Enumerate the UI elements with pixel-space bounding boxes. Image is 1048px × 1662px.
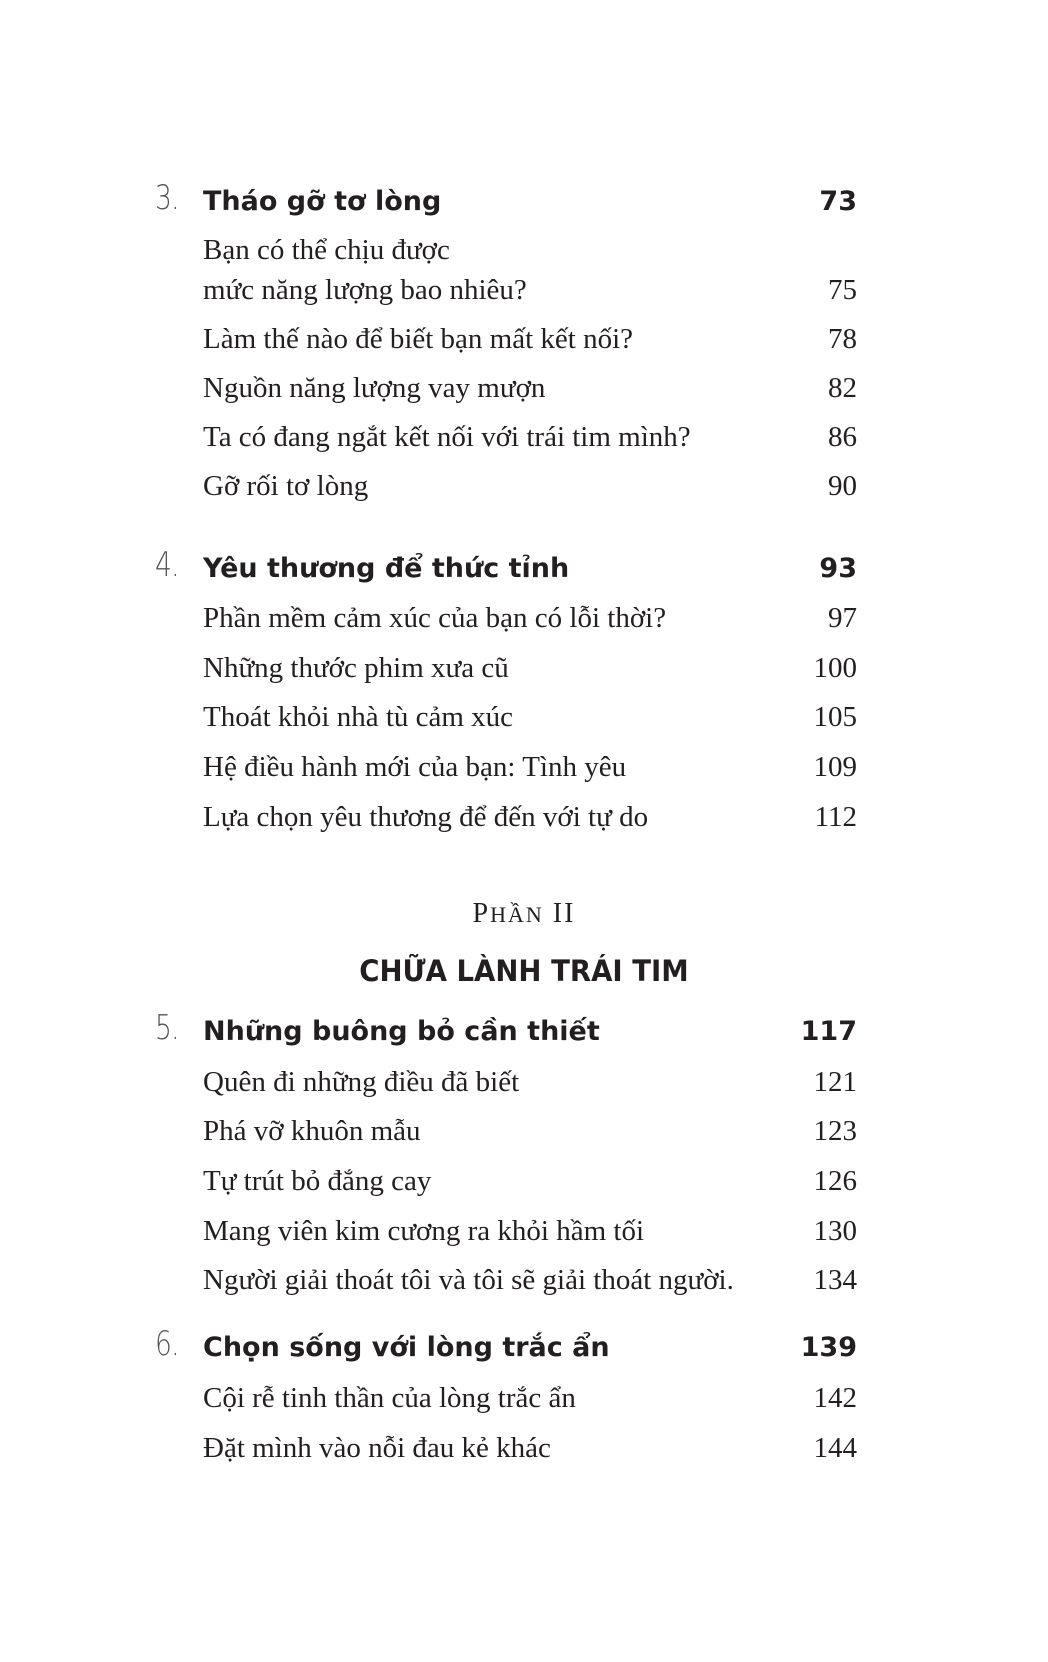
toc-entry[interactable] [203, 421, 857, 454]
toc-entry[interactable] [203, 372, 857, 405]
entry-title: Gỡ rối tơ lòng [203, 470, 369, 502]
page-number: 105 [813, 701, 857, 733]
toc-entry[interactable] [203, 470, 857, 503]
chapter-title: Yêu thương để thức tỉnh [203, 553, 570, 584]
page-number: 112 [814, 801, 857, 833]
page-number: 109 [813, 751, 857, 783]
page-number: 142 [813, 1382, 857, 1414]
part-title: CHỮA LÀNH TRÁI TIM [359, 954, 689, 988]
page-number: 134 [813, 1264, 857, 1296]
chapter-entry[interactable] [203, 1016, 857, 1047]
page-number: 93 [819, 553, 857, 584]
page-number: 100 [813, 652, 857, 684]
entry-title: Cội rễ tinh thần của lòng trắc ẩn [203, 1382, 576, 1414]
chapter-entry[interactable] [203, 1332, 857, 1363]
page-number: 126 [813, 1165, 857, 1197]
toc-entry[interactable] [203, 274, 857, 307]
toc-entry[interactable] [203, 1066, 857, 1099]
entry-title-line1: Bạn có thể chịu được [203, 234, 450, 266]
toc-entry[interactable] [203, 1215, 857, 1248]
page-number: 121 [813, 1066, 857, 1098]
toc-entry[interactable] [203, 801, 857, 834]
chapter-number: 6. [155, 1324, 179, 1364]
entry-title: Thoát khỏi nhà tù cảm xúc [203, 701, 514, 733]
toc-entry[interactable] [203, 602, 857, 635]
entry-title: Phá vỡ khuôn mẫu [203, 1115, 421, 1147]
toc-entry[interactable] [203, 323, 857, 356]
page-number: 123 [813, 1115, 857, 1147]
chapter-title: Chọn sống với lòng trắc ẩn [203, 1332, 610, 1363]
toc-entry[interactable] [203, 1264, 857, 1297]
toc-entry[interactable] [203, 1165, 857, 1198]
chapter-number: 4. [155, 545, 179, 585]
page-number: 139 [800, 1332, 857, 1363]
page-number: 86 [828, 421, 857, 453]
entry-title: Lựa chọn yêu thương để đến với tự do [203, 801, 649, 833]
page-number: 90 [828, 470, 857, 502]
entry-title: Ta có đang ngắt kết nối với trái tim mình? [203, 421, 691, 453]
chapter-title: Những buông bỏ cần thiết [203, 1016, 600, 1047]
page-number: 144 [813, 1432, 857, 1464]
chapter-entry[interactable] [203, 553, 857, 584]
entry-title: Hệ điều hành mới của bạn: Tình yêu [203, 751, 627, 783]
page-number: 73 [819, 186, 857, 217]
chapter-title: Tháo gỡ tơ lòng [203, 186, 442, 217]
chapter-number: 3. [155, 178, 179, 218]
entry-title: Quên đi những điều đã biết [203, 1066, 520, 1098]
page-number: 97 [828, 602, 857, 634]
entry-title: Đặt mình vào nỗi đau kẻ khác [203, 1432, 551, 1464]
entry-title: Những thước phim xưa cũ [203, 652, 509, 684]
part-label: PHẦN II [472, 898, 576, 929]
entry-title: Tự trút bỏ đắng cay [203, 1165, 432, 1197]
toc-entry[interactable] [203, 701, 857, 734]
toc-entry[interactable] [203, 751, 857, 784]
entry-title: Nguồn năng lượng vay mượn [203, 372, 546, 404]
page-number: 78 [828, 323, 857, 355]
entry-title: Mang viên kim cương ra khỏi hầm tối [203, 1215, 645, 1247]
entry-title: mức năng lượng bao nhiêu? [203, 274, 527, 306]
toc-entry[interactable] [203, 1115, 857, 1148]
chapter-entry[interactable] [203, 186, 857, 217]
page-number: 82 [828, 372, 857, 404]
entry-title: Người giải thoát tôi và tôi sẽ giải thoát người. [203, 1264, 734, 1296]
toc-entry[interactable] [203, 1432, 857, 1465]
page-number: 75 [828, 274, 857, 306]
toc-entry[interactable] [203, 652, 857, 685]
page-number: 117 [800, 1016, 857, 1047]
entry-title: Phần mềm cảm xúc của bạn có lỗi thời? [203, 602, 667, 634]
page-number: 130 [813, 1215, 857, 1247]
toc-entry[interactable] [203, 1382, 857, 1415]
chapter-number: 5. [155, 1008, 179, 1048]
entry-title: Làm thế nào để biết bạn mất kết nối? [203, 323, 634, 355]
